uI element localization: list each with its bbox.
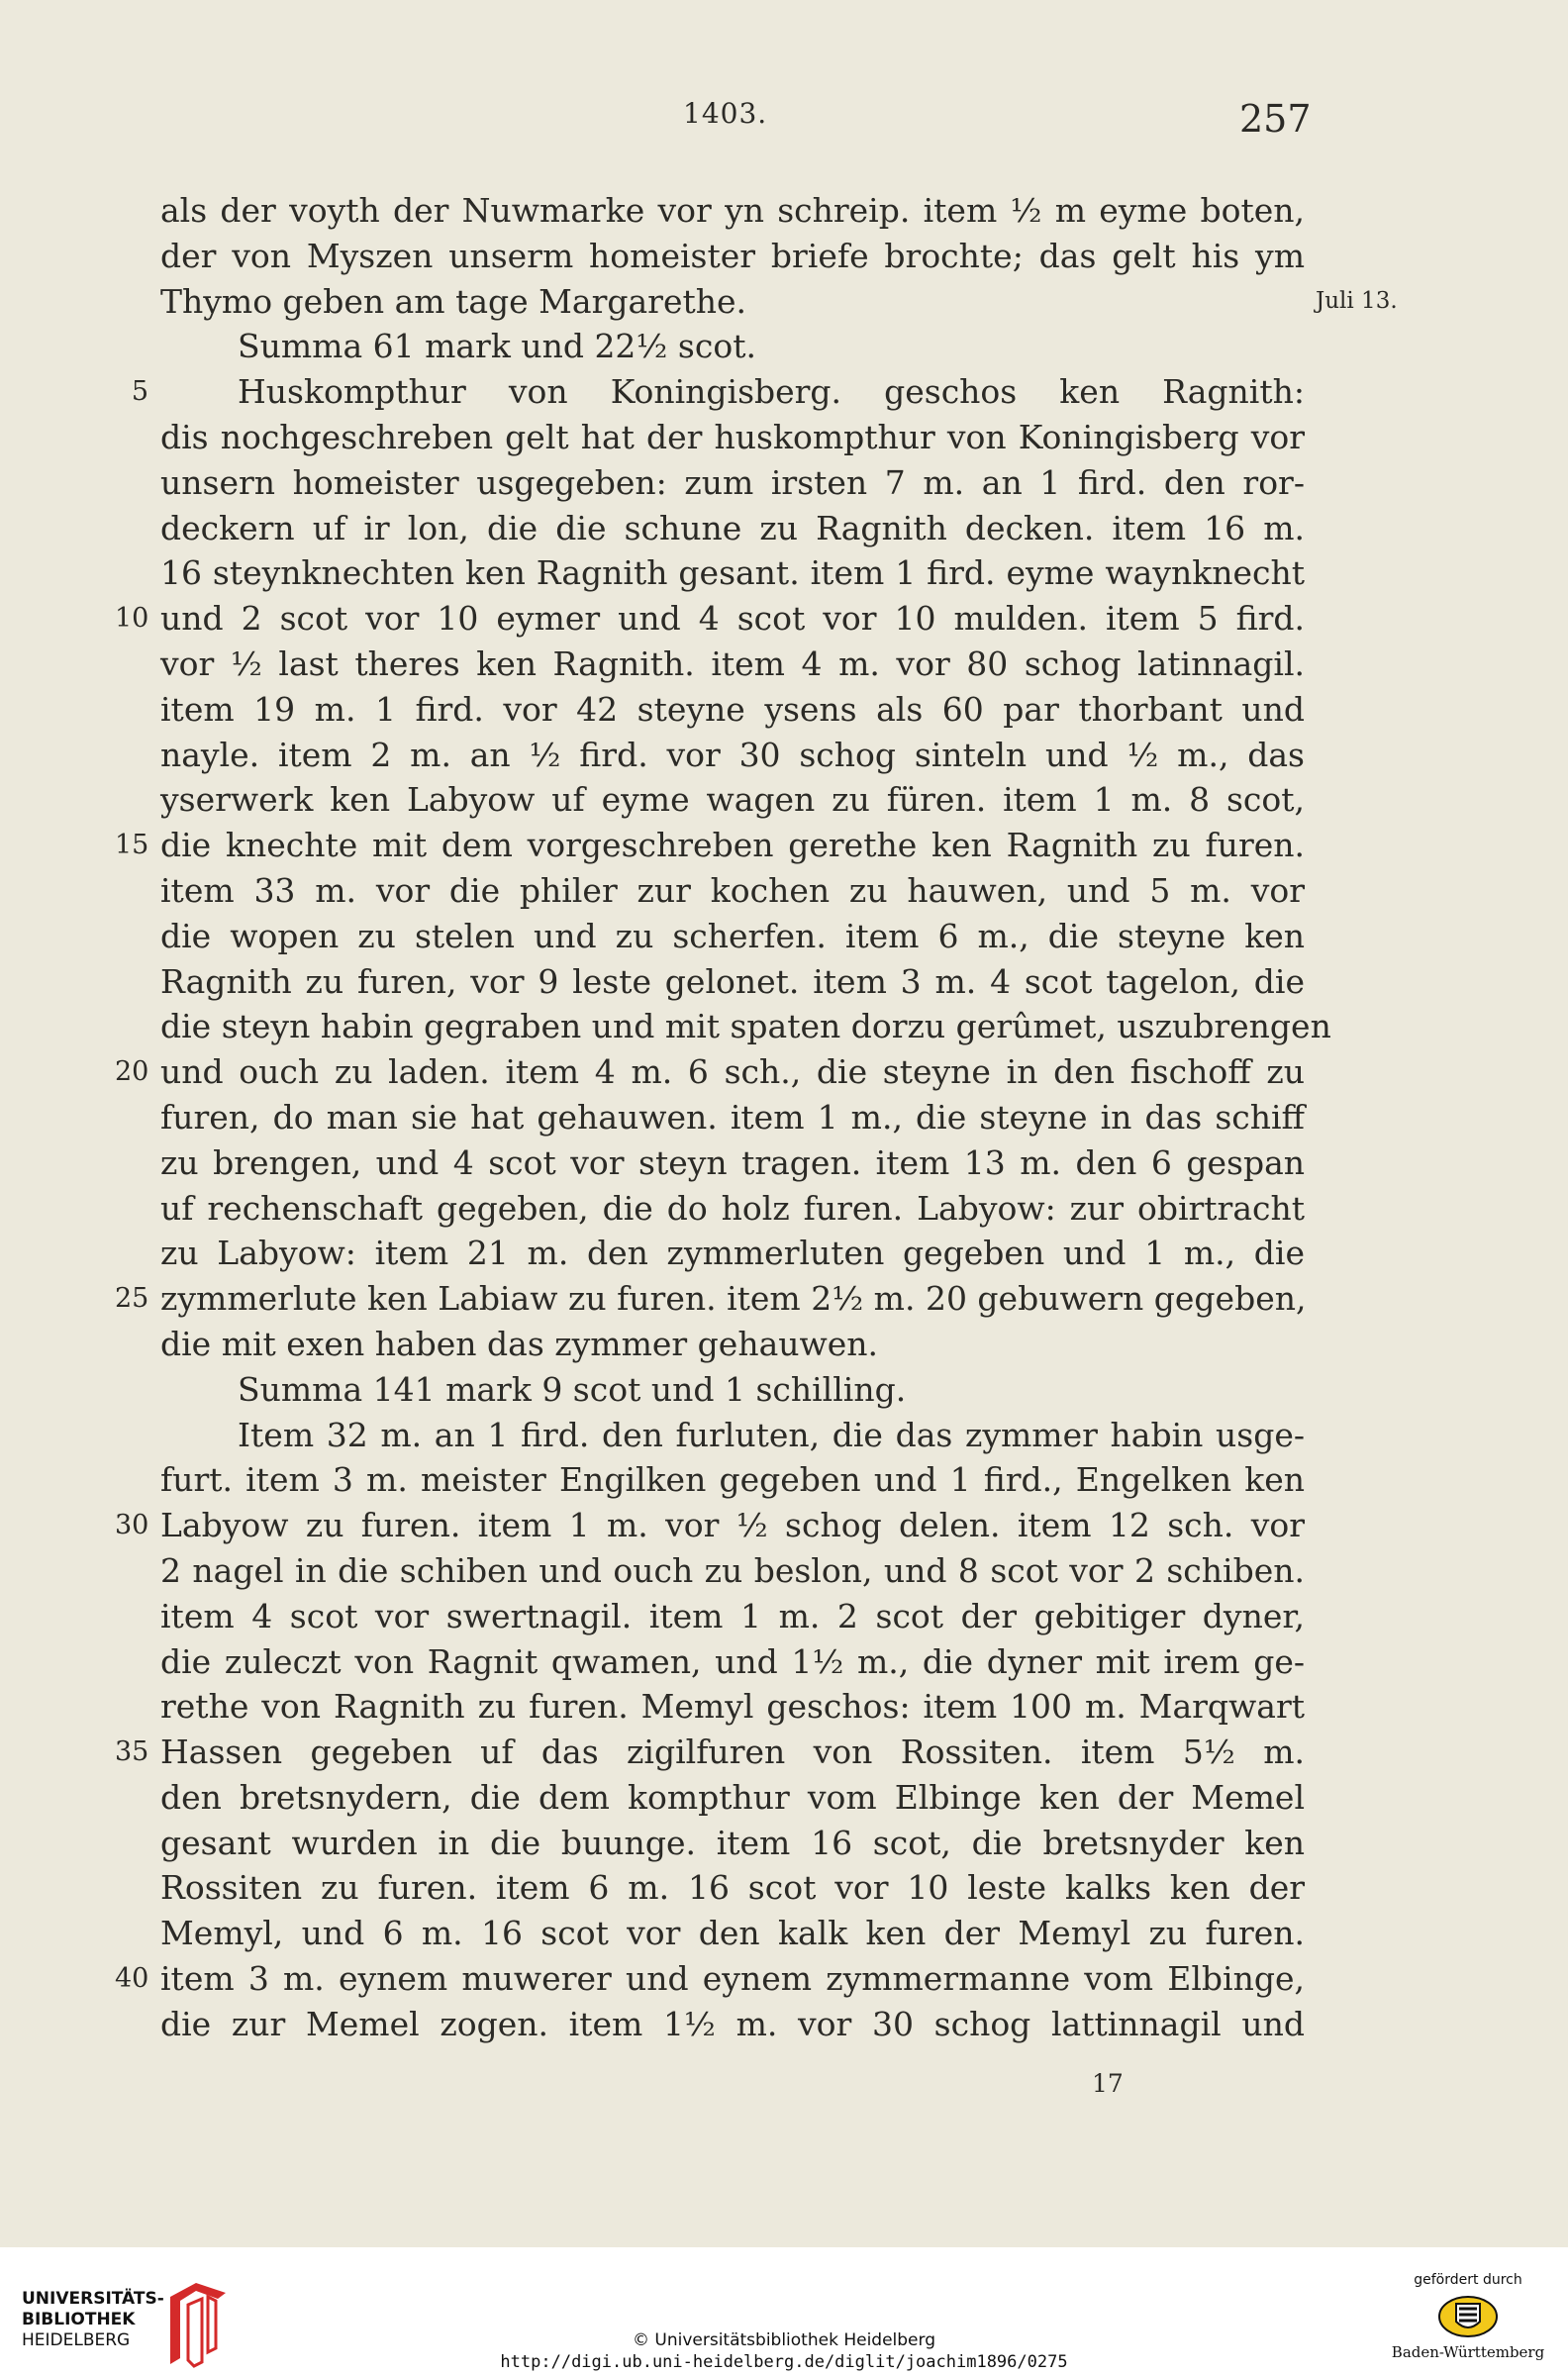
text-line — [160, 1821, 1305, 1866]
text-line — [160, 777, 1305, 823]
text-line — [160, 506, 1305, 551]
line-text: zymmerlute ken Labiaw zu furen. item 2½ m. 20 gebuwern gegeben, — [160, 1279, 1307, 1319]
line-text: gesant wurden in die buunge. item 16 scot, die bretsnyder ken — [160, 1823, 1305, 1862]
sponsor-block[interactable] — [1384, 2272, 1552, 2361]
text-line — [160, 1639, 1305, 1685]
text-line — [115, 1276, 1307, 1322]
text-line — [160, 1911, 1305, 1956]
text-line — [160, 550, 1305, 596]
library-name-line: BIBLIOTHEK — [22, 2310, 136, 2329]
body-text — [115, 188, 1398, 2047]
line-text: der von Myszen unserm homeister briefe brochte; das gelt his ym — [160, 236, 1305, 275]
text-line — [160, 234, 1305, 279]
sponsor-name: Baden-Württemberg — [1391, 2343, 1545, 2361]
text-line — [160, 415, 1305, 460]
line-number: 10 — [115, 603, 149, 635]
text-line — [115, 1503, 1305, 1548]
text-line — [160, 1186, 1305, 1232]
line-text: item 4 scot vor swertnagil. item 1 m. 2 scot der gebitiger dyner, — [160, 1596, 1305, 1635]
line-text: rethe von Ragnith zu furen. Memyl geschos: item 100 m. Marqwart — [160, 1687, 1305, 1727]
line-text: nayle. item 2 m. an ½ fird. vor 30 schog sinteln und ½ m., das — [160, 735, 1305, 774]
line-number: 15 — [115, 830, 149, 861]
text-line — [160, 914, 1305, 959]
marginal-date: Juli 13. — [1316, 287, 1398, 314]
line-text: zu brengen, und 4 scot vor steyn tragen. item 13 m. den 6 gespan — [160, 1142, 1305, 1182]
coat-of-arms-icon — [1436, 2294, 1500, 2339]
text-line — [160, 324, 1305, 369]
line-text: die zuleczt von Ragnit qwamen, und 1½ m., die dyner mit irem ge- — [160, 1641, 1305, 1681]
text-line — [160, 1367, 1305, 1413]
line-text: die steyn habin gegraben und mit spaten dorzu gerûmet, uszubrengen — [160, 1007, 1331, 1046]
text-line — [115, 1049, 1305, 1095]
text-line — [160, 1684, 1305, 1730]
line-text: furen, do man sie hat gehauwen. item 1 m., die steyne in das schiff — [160, 1097, 1305, 1137]
line-number: 5 — [131, 376, 148, 408]
line-text: Hassen gegeben uf das zigilfuren von Rossiten. item 5½ m. — [160, 1732, 1305, 1772]
header-year: 1403. — [683, 97, 768, 130]
permalink-url[interactable]: http://digi.ub.uni-heidelberg.de/diglit/joachim1896/0275 — [500, 2352, 1068, 2372]
text-line — [160, 642, 1305, 687]
line-text: uf rechenschaft gegeben, die do holz furen. Labyow: zur obirtracht — [160, 1188, 1305, 1228]
line-text: Memyl, und 6 m. 16 scot vor den kalk ken der Memyl zu furen. — [160, 1914, 1305, 1953]
line-text: und ouch zu laden. item 4 m. 6 sch., die steyne in den fischoff zu — [160, 1052, 1305, 1092]
text-line — [160, 868, 1305, 914]
footer-bar — [0, 2247, 1568, 2376]
text-line — [160, 1594, 1305, 1639]
line-text: die knechte mit dem vorgeschreben gerethe ken Ragnith zu furen. — [160, 826, 1305, 865]
line-text: furt. item 3 m. meister Engilken gegeben und 1 fird., Engelken ken — [160, 1460, 1305, 1500]
text-line — [160, 279, 1398, 325]
line-text: item 3 m. eynem muwerer und eynem zymmermanne vom Elbinge, — [160, 1959, 1305, 1999]
line-text: dis nochgeschreben gelt hat der huskompthur von Koningisberg vor — [160, 417, 1305, 456]
signature-mark: 17 — [1092, 2069, 1124, 2098]
line-text: Huskompthur von Koningisberg. geschos ken Ragnith: — [238, 372, 1305, 412]
line-text: deckern uf ir lon, die die schune zu Ragnith decken. item 16 m. — [160, 508, 1305, 547]
line-text: die zur Memel zogen. item 1½ m. vor 30 schog lattinnagil und — [160, 2004, 1305, 2043]
line-text: Summa 61 mark und 22½ scot. — [238, 327, 756, 366]
library-name-line: HEIDELBERG — [22, 2330, 131, 2350]
text-line — [160, 2002, 1305, 2047]
text-line — [160, 1004, 1331, 1049]
line-text: zu Labyow: item 21 m. den zymmerluten gegeben und 1 m., die — [160, 1234, 1305, 1273]
line-text: item 33 m. vor die philer zur kochen zu hauwen, und 5 m. vor — [160, 870, 1305, 910]
text-line — [115, 1730, 1305, 1775]
line-text: item 19 m. 1 fird. vor 42 steyne ysens als 60 par thorbant und — [160, 689, 1305, 729]
line-number: 25 — [115, 1283, 149, 1315]
text-line — [160, 1140, 1305, 1186]
text-line — [160, 1865, 1305, 1911]
line-text: Rossiten zu furen. item 6 m. 16 scot vor 10 leste kalks ken der — [160, 1868, 1305, 1908]
line-number: 20 — [115, 1056, 149, 1088]
text-line — [160, 1548, 1305, 1594]
text-line — [115, 823, 1305, 868]
library-name-line: UNIVERSITÄTS- — [22, 2289, 164, 2309]
text-line — [160, 1095, 1305, 1140]
text-line — [160, 188, 1305, 234]
line-text: und 2 scot vor 10 eymer und 4 scot vor 10 mulden. item 5 fird. — [160, 599, 1305, 639]
line-text: vor ½ last theres ken Ragnith. item 4 m. vor 80 schog latinnagil. — [160, 644, 1305, 683]
line-text: Summa 141 mark 9 scot und 1 schilling. — [238, 1369, 907, 1409]
line-text: den bretsnydern, die dem kompthur vom Elbinge ken der Memel — [160, 1777, 1305, 1817]
line-text: Item 32 m. an 1 fird. den furluten, die das zymmer habin usge- — [238, 1415, 1305, 1454]
sponsor-label: gefördert durch — [1414, 2272, 1522, 2288]
text-line — [160, 687, 1305, 733]
line-number: 30 — [115, 1510, 149, 1541]
text-line — [160, 1775, 1305, 1821]
text-line — [115, 1956, 1305, 2002]
line-text: 16 steynknechten ken Ragnith gesant. item 1 fird. eyme waynknecht — [160, 553, 1305, 593]
line-text: yserwerk ken Labyow uf eyme wagen zu füren. item 1 m. 8 scot, — [160, 780, 1305, 820]
text-line — [160, 1457, 1305, 1503]
line-text: die mit exen haben das zymmer gehauwen. — [160, 1324, 879, 1363]
text-line — [131, 369, 1305, 415]
copyright-notice: © Universitätsbibliothek Heidelberg — [632, 2330, 935, 2350]
line-text: Ragnith zu furen, vor 9 leste gelonet. item 3 m. 4 scot tagelon, die — [160, 961, 1305, 1001]
text-line — [160, 1413, 1305, 1458]
text-line — [115, 596, 1305, 642]
text-line — [160, 959, 1305, 1005]
line-text: als der voyth der Nuwmarke vor yn schreip. item ½ m eyme boten, — [160, 191, 1305, 230]
line-text: unsern homeister usgegeben: zum irsten 7 m. an 1 fird. den ror- — [160, 462, 1305, 502]
text-line — [160, 733, 1305, 778]
text-line — [160, 460, 1305, 506]
text-line — [160, 1231, 1305, 1276]
line-number: 40 — [115, 1963, 149, 1995]
line-text: Thymo geben am tage Margarethe. — [160, 281, 747, 321]
line-text: die wopen zu stelen und zu scherfen. item 6 m., die steyne ken — [160, 916, 1305, 955]
page-number: 257 — [1239, 97, 1312, 141]
text-line — [160, 1322, 1305, 1367]
line-text: 2 nagel in die schiben und ouch zu beslon, und 8 scot vor 2 schiben. — [160, 1550, 1305, 1590]
line-number: 35 — [115, 1736, 149, 1768]
running-header — [0, 97, 1568, 147]
line-text: Labyow zu furen. item 1 m. vor ½ schog delen. item 12 sch. vor — [160, 1506, 1305, 1545]
